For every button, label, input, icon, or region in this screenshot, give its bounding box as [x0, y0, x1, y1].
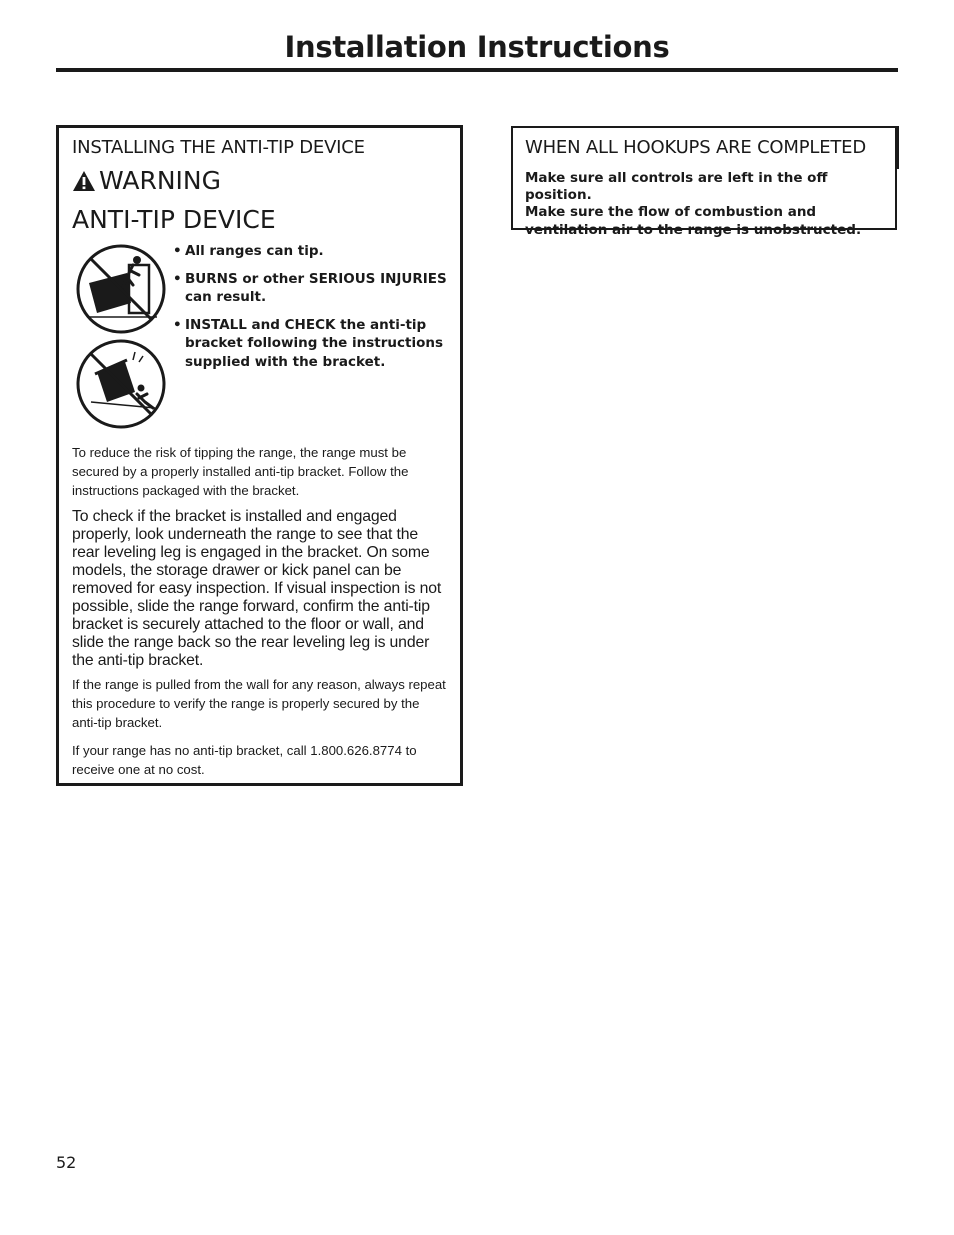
- warning-bullet-list: [173, 242, 453, 380]
- warning-bullet: • BURNS or other SERIOUS INJURIES can result.: [173, 270, 447, 305]
- heading-tab-mark: [895, 126, 899, 169]
- warning-label: WARNING: [99, 166, 221, 195]
- range-tipping-prohibited-icon: [75, 338, 167, 430]
- hookups-line: Make sure all controls are left in the off position.: [525, 170, 828, 204]
- warning-bullet: • INSTALL and CHECK the anti-tip bracket following the instructions supplied with the bracket.: [173, 316, 444, 370]
- paragraph-call-number: If your range has no anti-tip bracket, call 1.800.626.8774 to receive one at no cost.: [72, 743, 417, 777]
- hookups-section: [511, 126, 897, 238]
- warning-triangle-icon: [72, 170, 96, 192]
- hookups-line: Make sure the flow of combustion and ventilation air to the range is unobstructed.: [525, 204, 862, 238]
- anti-tip-heading: INSTALLING THE ANTI-TIP DEVICE: [72, 137, 365, 158]
- anti-tip-device-title: ANTI-TIP DEVICE: [72, 205, 276, 234]
- warning-bullet: • All ranges can tip.: [173, 243, 324, 259]
- hookups-heading: WHEN ALL HOOKUPS ARE COMPLETED: [525, 137, 867, 158]
- anti-tip-section: [56, 125, 463, 786]
- page-number: 52: [56, 1153, 77, 1172]
- paragraph-repeat-procedure: If the range is pulled from the wall for any reason, always repeat this procedure to verify the range is properly secured by the anti-tip bracket.: [72, 677, 446, 730]
- child-climbing-prohibited-icon: [75, 243, 167, 335]
- page-title: Installation Instructions: [284, 30, 670, 64]
- paragraph-reduce-risk: To reduce the risk of tipping the range, the range must be secured by a properly installed anti-tip bracket. Follow the instructions packaged with the bracket.: [72, 445, 409, 498]
- warning-label-row: [72, 166, 221, 195]
- hookups-instructions: [525, 170, 889, 239]
- paragraph-check-bracket: To check if the bracket is installed and engaged properly, look underneath the range to see that the rear leveling leg is engaged in the bracket. On some models, the storage drawer or kick panel can be removed for easy inspection. If visual inspection is not possible, slide the range forward, confirm the anti-tip bracket is securely attached to the floor or wall, and slide the range back so the rear leveling leg is under the anti-tip bracket.: [72, 508, 442, 669]
- title-rule: [56, 68, 898, 72]
